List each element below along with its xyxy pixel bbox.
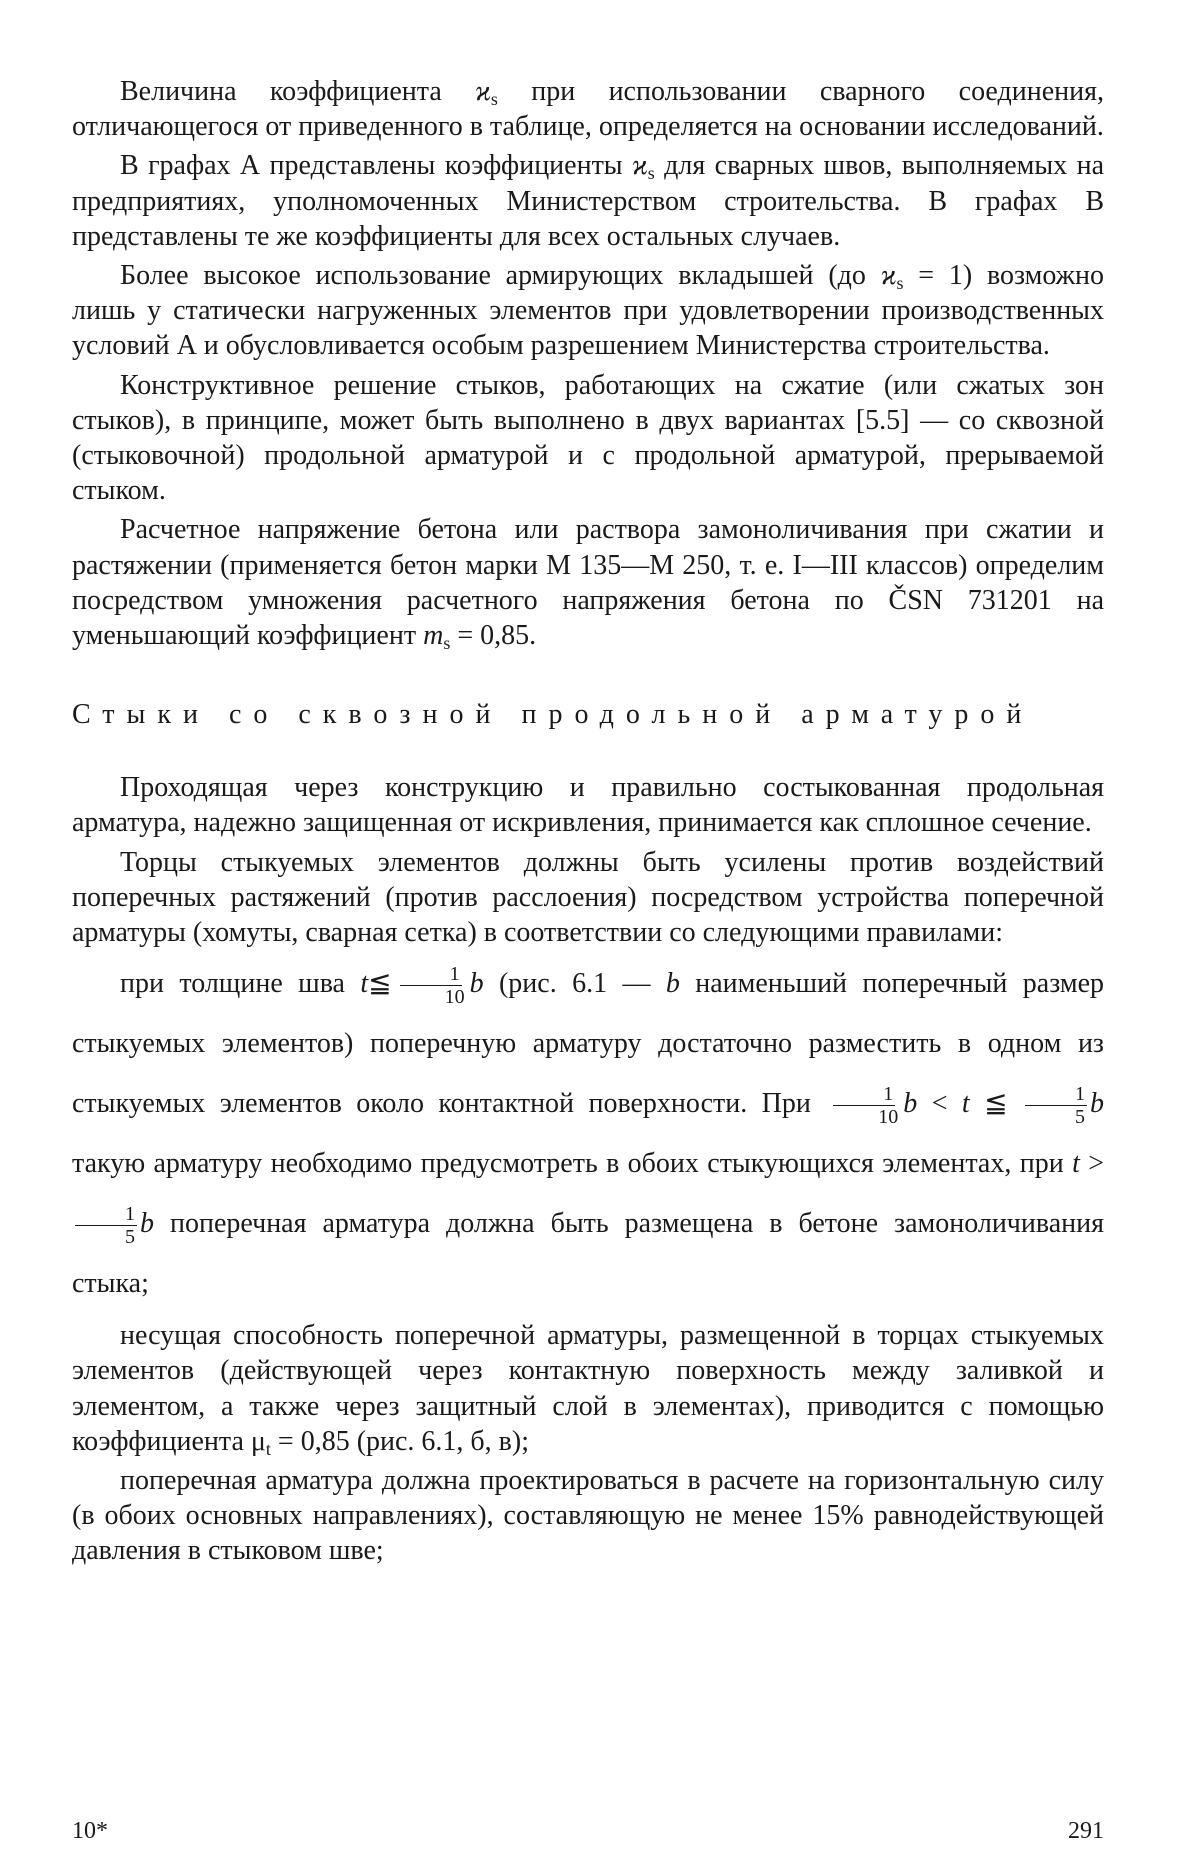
signature-mark: 10* [72, 1818, 108, 1844]
fraction-one-fifth: $\frac{1}{5}$ [1025, 1083, 1087, 1128]
rule-1-paragraph: при толщине шва t≦ $\frac{1}{10}$ b (рис. 6.1 — b наименьший поперечный размер стыкуемых элементов) поперечную арматуру достаточно разместить в одном из стыкуемых элементов около контактной поверхности. При $\frac{1}{10}$ b < t ≦ $\frac{1}{5}$ b такую арматуру необходимо предусмотреть в обоих стыкующихся элементах, при t > $\frac{1}{5}$ b поперечная арматура должна быть размещена в бетоне замоноличивания стыка; [72, 963, 1105, 1300]
rule-3-paragraph: поперечная арматура должна проектироваться в расчете на горизонтальную силу (в обоих основных направлениях), составляющую не менее 15% равнодействующей давления в стыковом шве; [72, 1465, 1104, 1567]
section-heading: Стыки со сквозной продольной арматурой [72, 699, 1034, 731]
fraction-one-tenth: $\frac{1}{10}$ [395, 963, 467, 1008]
rule-2-paragraph: несущая способность поперечной арматуры, размещенной в торцах стыкуемых элементов (действующей через контактную поверхность между заливкой и элементом, а также через защитный слой в элементах), приводится с помощью коэффициента $\mu_t = 0,85$ (рис. 6.1, б, в); [72, 1320, 1104, 1459]
paragraph-2: В графах А представлены коэффициенты $ϰ_s$ для сварных швов, выполняемых на предприятиях, уполномоченных Министерством строительства. В графах В представлены те же коэффициенты для всех остальных случаев. [72, 150, 1104, 252]
paragraph-3: Более высокое использование армирующих вкладышей (до $ϰ_s = 1$) возможно лишь у статически нагруженных элементов при удовлетворении производственных условий А и обусловливается особым разрешением Министерства строительства. [72, 260, 1104, 362]
rule-1-text-b: (рис. 6.1 — [498, 968, 651, 1000]
page-footer [72, 1818, 1104, 1845]
paragraph-5: Расчетное напряжение бетона или раствора замоноличивания при сжатии и растяжении (применяется бетон марки М 135—М 250, т. е. I—III классов) определим посредством умножения расчетного напряжения бетона по ČSN 731201 на уменьшающий коэффициент $m_s = 0,85$. [72, 514, 1104, 654]
paragraph-4: Конструктивное решение стыков, работающих на сжатие (или сжатых зон стыков), в принципе, может быть выполнено в двух вариантах [5.5] — со сквозной (стыковочной) продольной арматурой и с продольной арматурой, прерываемой стыком. [72, 369, 1104, 507]
paragraph-1: Величина коэффициента $ϰ_s$ при использовании сварного соединения, отличающегося от приведенного в таблице, определяется на основании исследований. [72, 76, 1104, 143]
fraction-one-fifth-2: $\frac{1}{5}$ [75, 1203, 137, 1248]
page-number: 291 [1068, 1818, 1104, 1844]
rule-1-text-a: при толщине шва [120, 968, 345, 1000]
paragraph-7: Торцы стыкуемых элементов должны быть усилены против воздействий поперечных растяжений (против расслоения) посредством устройства поперечной арматуры (хомуты, сварная сетка) в соответствии со следующими правилами: [72, 846, 1104, 949]
rule-1-text-c: наименьший поперечный размер стыкуемых элементов) поперечную арматуру достаточно разместить в одном из стыкуемых элементов около контактной поверхности. При [72, 968, 1105, 1120]
fraction-one-tenth-2: $\frac{1}{10}$ [828, 1083, 900, 1128]
rule-1-text-e: поперечная арматура должна быть размещена в бетоне замоноличивания стыка; [72, 1208, 1104, 1300]
rule-1-text-d: такую арматуру необходимо предусмотреть в обоих стыкующихся элементах, при [72, 1148, 1064, 1180]
paragraph-6: Проходящая через конструкцию и правильно состыкованная продольная арматура, надежно защищенная от искривления, принимается как сплошное сечение. [72, 772, 1104, 839]
